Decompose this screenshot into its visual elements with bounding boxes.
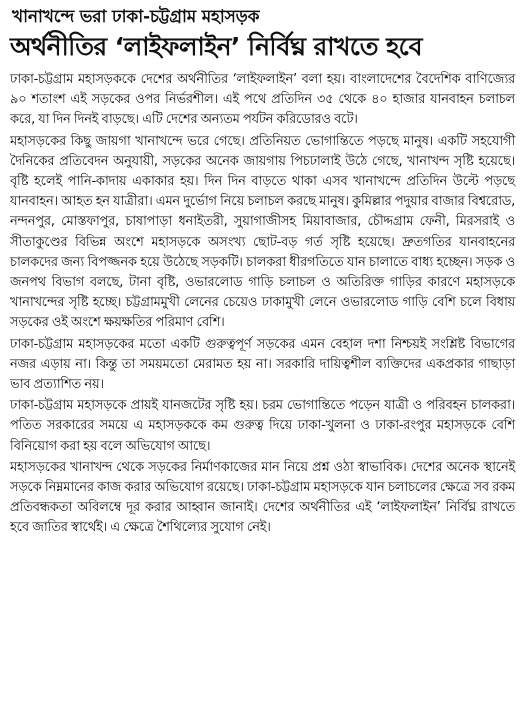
article-paragraph: ঢাকা-চট্টগ্রাম মহাসড়ককে দেশের অর্থনীতির ‘লাইফলাইন’ বলা হয়। বাংলাদেশের বৈদেশিক বাণিজ্যের ৯০ শতাংশ এই সড়কের ওপর নির্ভরশীল। এই পথে প্রতিদিন ৩৫ থেকে ৪০ হাজার যানবাহন চলাচল করে, যা দিন দিনই বাড়ছে। এটি দেশের অন্যতম পর্যটন করিডোরও বটে।	[10, 72, 515, 128]
article-paragraph: মহাসড়কের কিছু জায়গা খানাখন্দে ভরে গেছে। প্রতিনিয়ত ভোগান্তিতে পড়ছে মানুষ। একটি সহযোগী দৈনিকের প্রতিবেদন অনুযায়ী, সড়কের অনেক জায়গায় পিচঢালাই উঠে গেছে, খানাখন্দ সৃষ্টি হয়েছে। বৃষ্টি হলেই পানি-কাদায় একাকার হয়। দিন দিন বাড়তে থাকা এসব খানাখন্দে প্রতিদিন উল্টে পড়ছে যানবাহন। আহত হন যাত্রীরা। এমন দুর্ভোগ নিয়ে চলাচল করছে মানুষ। কুমিল্লার পদুয়ার বাজার বিশ্বরোড, নন্দনপুর, মোস্তফাপুর, চাষাপাড়া ধনাইতরী, সুয়াগাজীসহ মিয়াবাজার, চৌদ্দগ্রাম ফেনী, মিরসরাই ও সীতাকুণ্ডের বিভিন্ন অংশে মহাসড়কে অসংখ্য ছোট-বড় গর্ত সৃষ্টি হয়েছে। দ্রুতগতির যানবাহনের চালকদের জন্য বিপজ্জনক হয়ে উঠেছে সড়কটি। চালকরা ধীরগতিতে যান চালাতে বাধ্য হচ্ছেন। সড়ক ও জনপথ বিভাগ বলছে, টানা বৃষ্টি, ওভারলোড গাড়ি চলাচল ও অতিরিক্ত গাড়ির কারণে মহাসড়কে খানাখন্দের সৃষ্টি হচ্ছে। চট্টগ্রামমুখী লেনের চেয়েও ঢাকামুখী লেনে ওভারলোড গাড়ি বেশি চলে বিধায় সড়কের ওই অংশে ক্ষয়ক্ষতির পরিমাণ বেশি।	[10, 133, 516, 331]
article-kicker: খানাখন্দে ভরা ঢাকা-চট্টগ্রাম মহাসড়ক	[12, 7, 260, 27]
article-paragraph: ঢাকা-চট্টগ্রাম মহাসড়কের মতো একটি গুরুত্বপূর্ণ সড়কের এমন বেহাল দশা নিশ্চয়ই সংশ্লিষ্ট বিভাগের নজর এড়ায় না। কিন্তু তা সময়মতো মেরামত হয় না। সরকারি দায়িত্বশীল ব্যক্তিদের একপ্রকার গাছাড়া ভাব প্রত্যাশিত নয়।	[10, 336, 515, 393]
article-body	[10, 70, 515, 539]
article-paragraph: ঢাকা-চট্টগ্রাম মহাসড়কে প্রায়ই যানজটের সৃষ্টি হয়। চরম ভোগান্তিতে পড়েন যাত্রী ও পরিবহন চালকরা। পতিত সরকারের সময়ে এ মহাসড়ককে কম গুরুত্ব দিয়ে ঢাকা-খুলনা ও ঢাকা-রংপুর মহাসড়কে বেশি বিনিয়োগ করা হয় বলে অভিযোগ আছে।	[10, 398, 515, 454]
article-paragraph: মহাসড়কের খানাখন্দ থেকে সড়কের নির্মাণকাজের মান নিয়ে প্রশ্ন ওঠা স্বাভাবিক। দেশের অনেক স্থানেই সড়কে নিম্নমানের কাজ করার অভিযোগ রয়েছে। ঢাকা-চট্টগ্রাম মহাসড়কে যান চলাচলের ক্ষেত্রে সব রকম প্রতিবন্ধকতা অবিলম্বে দূর করার আহ্বান জানাই। দেশের অর্থনীতির এই ‘লাইফলাইন’ নির্বিঘ্ন রাখতে হবে জাতির স্বার্থেই। এ ক্ষেত্রে শৈথিল্যের সুযোগ নেই।	[10, 459, 515, 536]
article-headline: অর্থনীতির ‘লাইফলাইন’ নির্বিঘ্ন রাখতে হবে	[10, 32, 422, 61]
